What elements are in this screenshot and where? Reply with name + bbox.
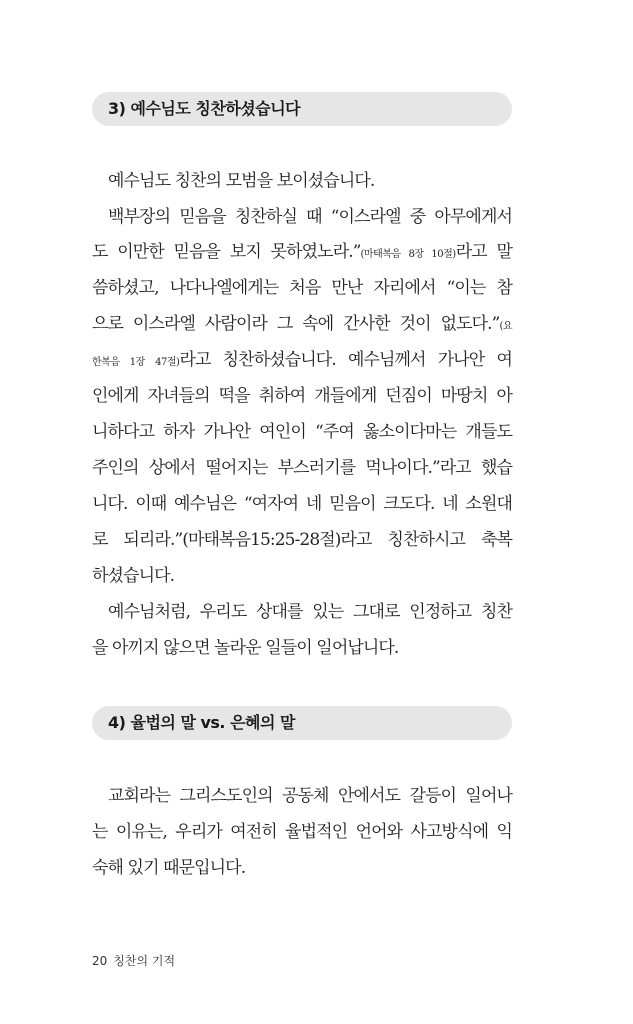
body-line <box>108 170 512 192</box>
body-line <box>92 349 512 371</box>
body-line <box>108 206 512 228</box>
body-text: 예수님도 칭찬의 모범을 보이셨습니다. <box>108 171 375 191</box>
body-line <box>92 313 512 335</box>
citation: (요 <box>499 321 512 332</box>
body-text: 으로 이스라엘 사람이라 그 속에 간사한 것이 없도다.” <box>92 314 500 334</box>
body-text: 로 되리라.”(마태복음15:25-28절)라고 칭찬하시고 축복 <box>92 530 512 550</box>
body-line <box>108 785 512 807</box>
body-text: 니하다고 하자 가나안 여인이 “주여 옳소이다마는 개들도 <box>92 422 512 442</box>
body-text: 교회라는 그리스도인의 공동체 안에서도 갈등이 일어나 <box>108 786 512 806</box>
body-text: 라고 칭찬하셨습니다. 예수님께서 가나안 여 <box>179 350 512 370</box>
body-line <box>92 421 512 443</box>
body-line <box>92 821 512 843</box>
body-text: 인에게 자녀들의 떡을 취하여 개들에게 던짐이 마땅치 아 <box>92 386 512 406</box>
section-heading-3: 3) 예수님도 칭찬하셨습니다 <box>92 92 512 126</box>
body-text: 백부장의 믿음을 칭찬하실 때 “이스라엘 중 아무에게서 <box>108 207 512 227</box>
body-line <box>92 277 512 299</box>
body-line <box>92 529 512 551</box>
body-line <box>92 241 512 263</box>
body-line <box>92 857 512 879</box>
book-title: 칭찬의 기적 <box>113 954 176 968</box>
citation: (마태복음 8장 10절) <box>360 249 456 260</box>
page-footer <box>92 952 175 969</box>
body-text: 니다. 이때 예수님은 “여자여 네 믿음이 크도다. 네 소원대 <box>92 494 512 514</box>
body-text: 예수님처럼, 우리도 상대를 있는 그대로 인정하고 칭찬 <box>108 602 512 622</box>
body-text: 라고 말 <box>455 242 512 262</box>
body-text: 도 이만한 믿음을 보지 못하였노라.” <box>92 242 361 262</box>
body-line <box>92 457 512 479</box>
body-text: 숙해 있기 때문입니다. <box>92 858 246 878</box>
body-text: 씀하셨고, 나다나엘에게는 처음 만난 자리에서 “이는 참 <box>92 278 512 298</box>
body-line <box>92 385 512 407</box>
body-line <box>92 493 512 515</box>
body-text: 는 이유는, 우리가 여전히 율법적인 언어와 사고방식에 익 <box>92 822 512 842</box>
section-heading-4: 4) 율법의 말 vs. 은혜의 말 <box>92 706 512 740</box>
page-number: 20 <box>92 954 108 968</box>
body-text: 하셨습니다. <box>92 566 175 586</box>
citation: 한복음 1장 47절) <box>92 357 180 368</box>
body-text: 주인의 상에서 떨어지는 부스러기를 먹나이다.”라고 했습 <box>92 458 512 478</box>
body-line <box>92 565 512 587</box>
body-line <box>108 601 512 623</box>
body-line <box>92 637 512 659</box>
body-text: 을 아끼지 않으면 놀라운 일들이 일어납니다. <box>92 638 399 658</box>
